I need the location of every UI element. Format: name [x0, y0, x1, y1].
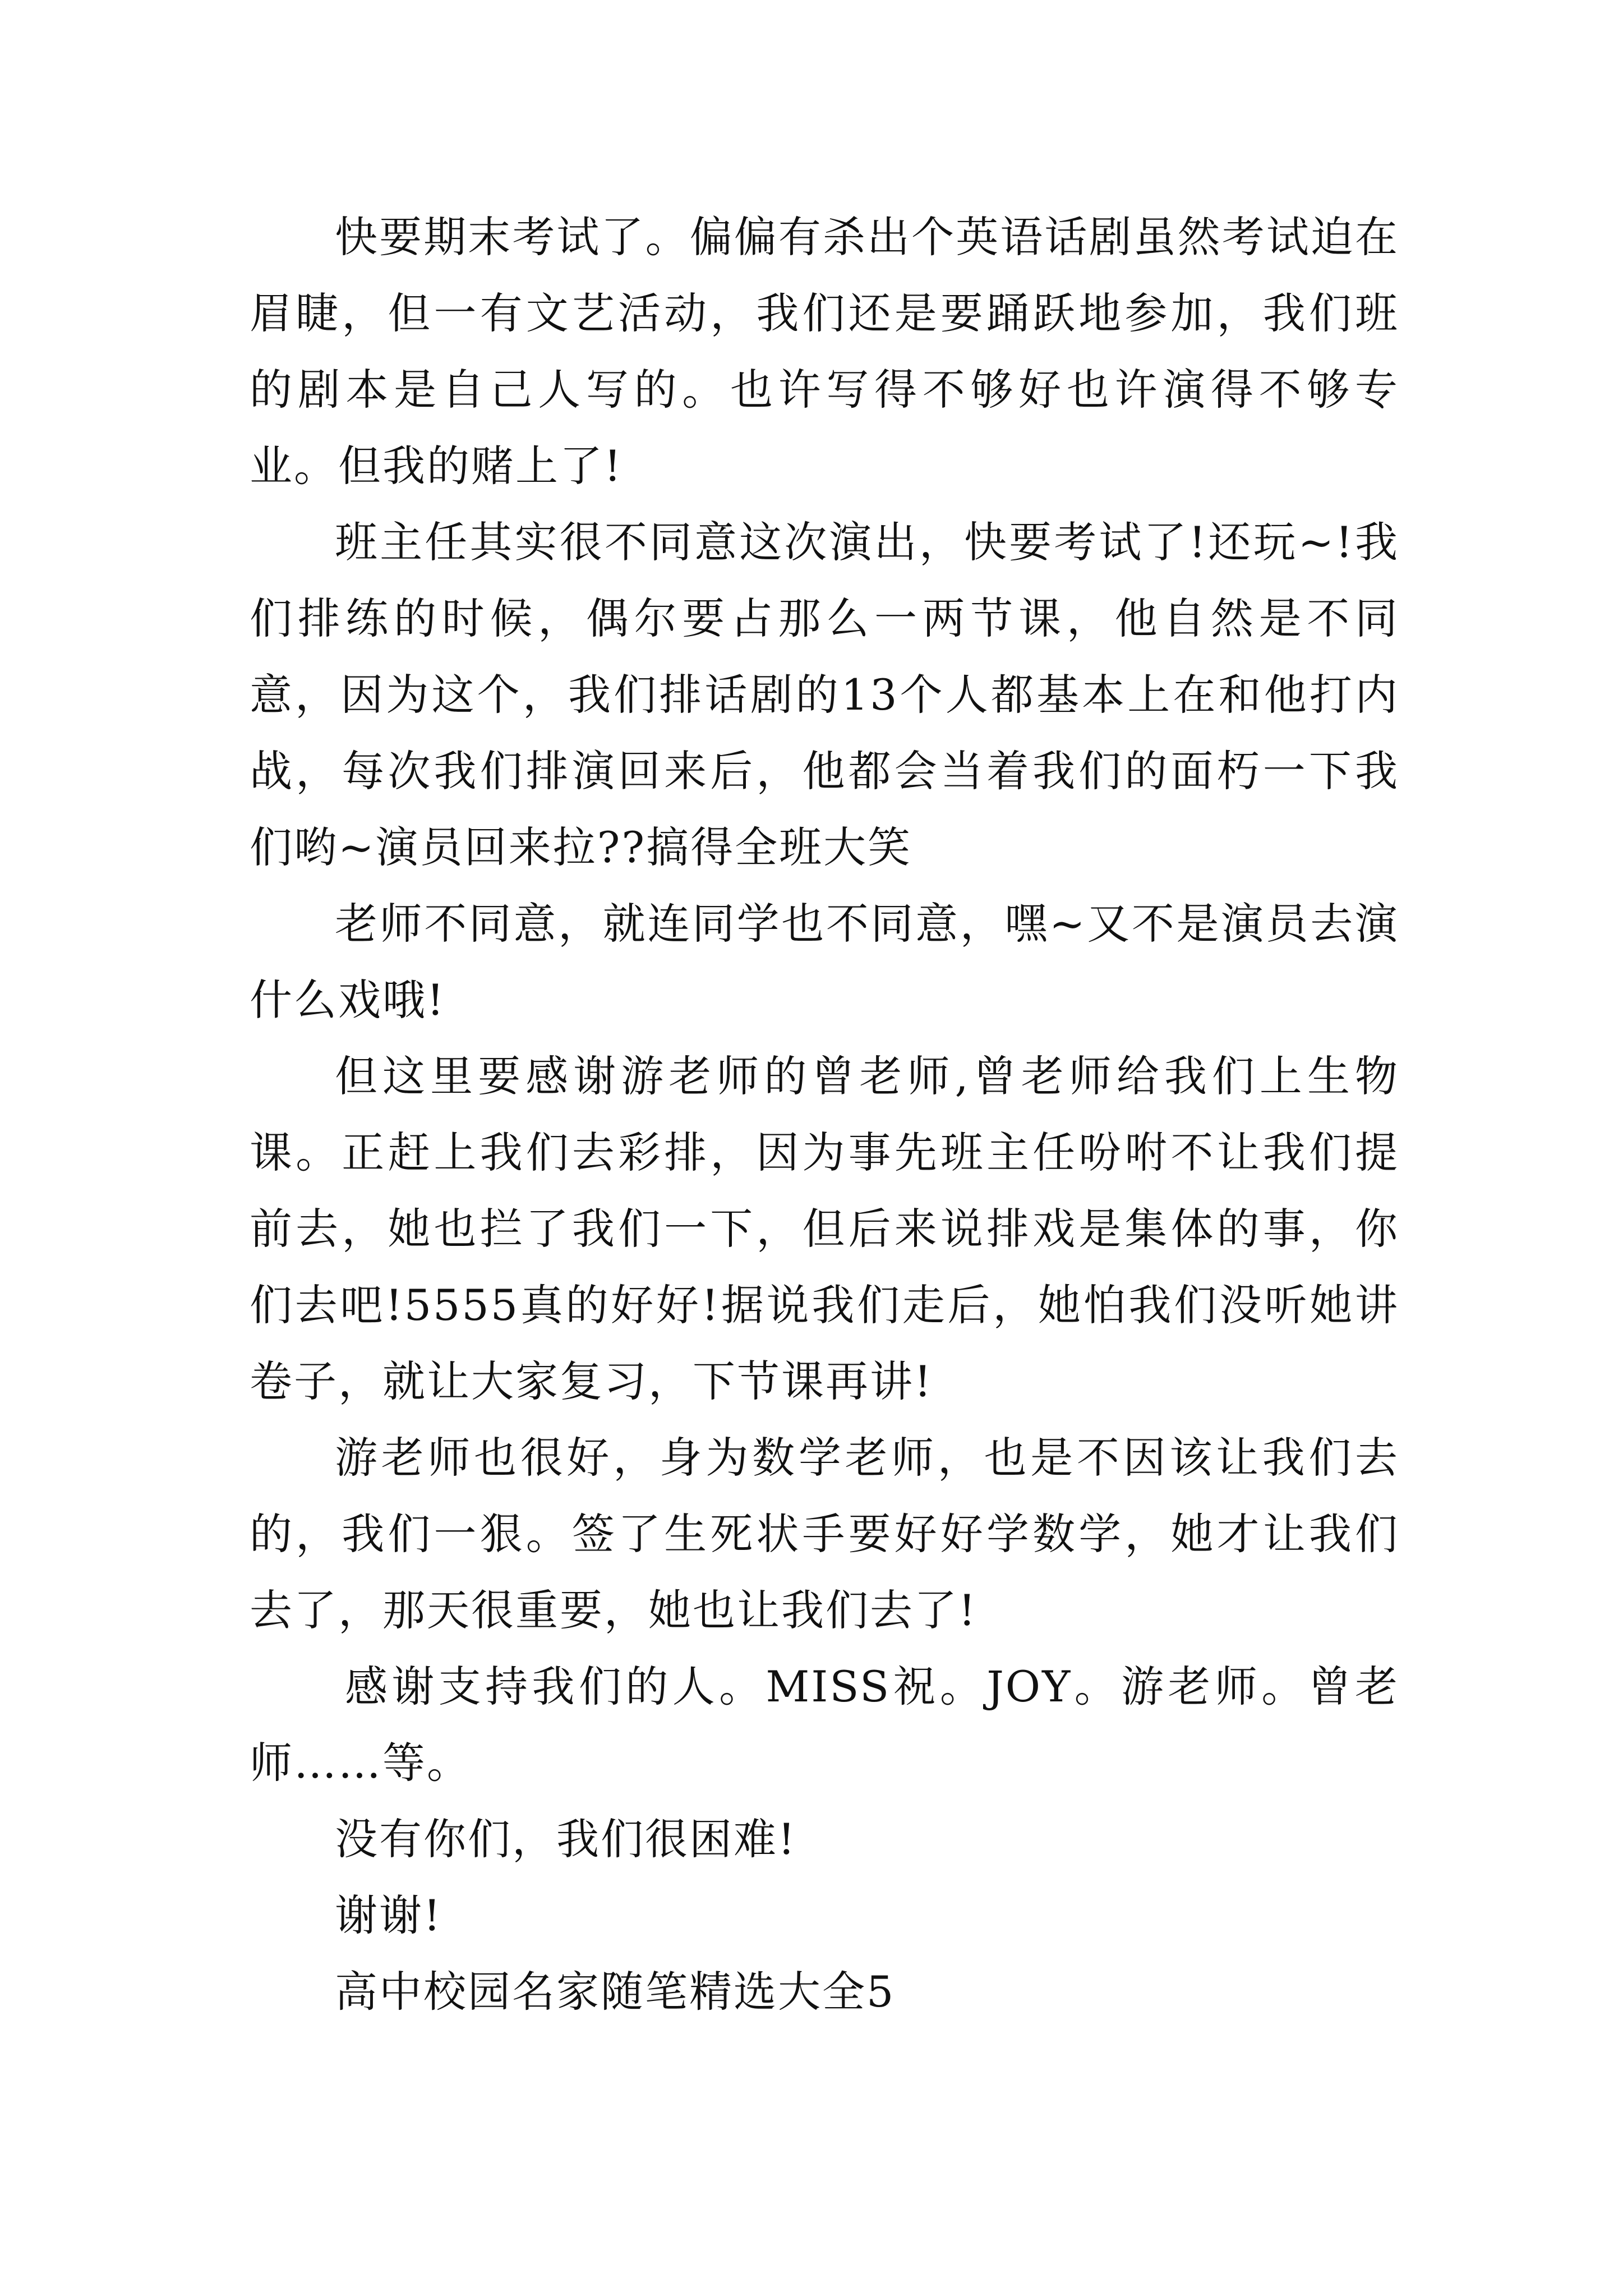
- section-heading: 高中校园名家随笔精选大全5: [335, 1967, 896, 2017]
- paragraph-2: 班主任其实很不同意这次演出，快要考试了!还玩~!我们排练的时候，偶尔要占那么一两节课，他自然是不同意，因为这个，我们排话剧的13个人都基本上在和他打内战，每次我们排演回来后，他都会当着我们的面朽一下我们哟~演员回来拉??搞得全班大笑: [250, 517, 1399, 872]
- paragraph-6: 感谢支持我们的人。MISS祝。JOY。游老师。曾老师……等。: [250, 1662, 1399, 1788]
- paragraph-5: 游老师也很好，身为数学老师，也是不因该让我们去的，我们一狠。签了生死状手要好好学数学，她才让我们去了，那天很重要，她也让我们去了!: [250, 1433, 1399, 1635]
- paragraph-1: 快要期末考试了。偏偏有杀出个英语话剧虽然考试迫在眉睫，但一有文艺活动，我们还是要踊跃地参加，我们班的剧本是自己人写的。也许写得不够好也许演得不够专业。但我的赌上了!: [250, 212, 1399, 491]
- paragraph-3: 老师不同意，就连同学也不同意，嘿~又不是演员去演什么戏哦!: [250, 899, 1399, 1025]
- paragraph-7: 没有你们，我们很困难!: [335, 1814, 797, 1864]
- paragraph-4: 但这里要感谢游老师的曾老师,曾老师给我们上生物课。正赶上我们去彩排，因为事先班主任吩咐不让我们提前去，她也拦了我们一下，但后来说排戏是集体的事，你们去吧!5555真的好好!据说我们走后，她怕我们没听她讲卷子，就让大家复习，下节课再讲!: [250, 1051, 1399, 1406]
- document-body: [250, 199, 1399, 2030]
- paragraph-8: 谢谢!: [335, 1890, 442, 1940]
